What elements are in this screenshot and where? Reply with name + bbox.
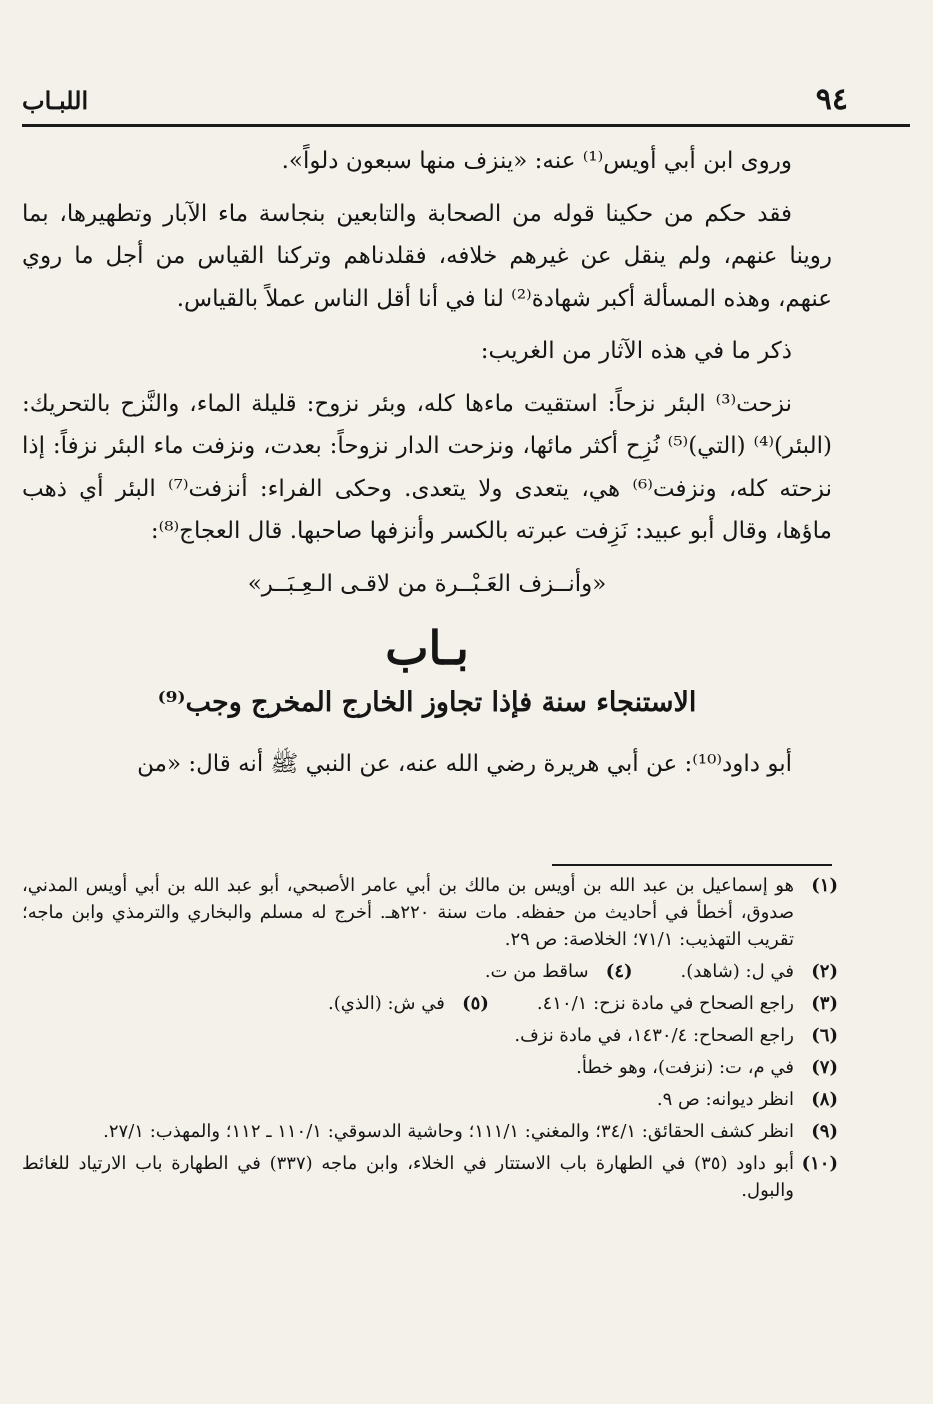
main-text [22,140,832,796]
footnote-row-2-4 [22,958,838,985]
paragraph-4: أبو داود⁽¹⁰⁾: عن أبي هريرة رضي الله عنه، عن النبي ﷺ أنه قال: «من [137,751,792,777]
section-heading: ذكر ما في هذه الآثار من الغريب: [480,338,792,364]
header-rule [22,124,910,127]
page-number: ٩٤ [815,82,848,117]
footnote-10 [22,1150,838,1204]
running-title: اللبـاب [22,86,89,115]
footnote-text: راجع الصحاح: ١٤٣٠/٤، في مادة نزف. [514,1025,794,1046]
footnote-text: انظر كشف الحقائق: ٣٤/١؛ والمغني: ١١١/١؛ وحاشية الدسوقي: ١١٠/١ ـ ١١٢؛ والمهذب: ٢٧/١. [103,1121,794,1142]
footnote-5 [328,990,489,1017]
footnote-row-3-5 [22,990,838,1017]
footnote-text: أبو داود (٣٥) في الطهارة باب الاستتار في الخلاء، وابن ماجه (٣٣٧) في الطهارة باب الارتياد للغائط والبول. [22,1153,795,1201]
paragraph-3: نزحت⁽³⁾ البئر نزحاً: استقيت ماءها كله، وبئر نزوح: قليلة الماء، والنَّزح بالتحريك: (البئر)⁽⁴⁾ (التي)⁽⁵⁾ نُزِح أكثر مائها، ونزحت الدار نزوحاً: بعدت، ونزفت ماء البئر نزفاً: إذا نزحته كله، ونزفت⁽⁶⁾ هي، يتعدى ولا يتعدى. وحكى الفراء: أنزفت⁽⁷⁾ البئر أي ذهب ماؤها، وقال أبو عبيد: نَزِفت عبرته بالكسر وأنزفها صاحبها. قال العجاج⁽⁸⁾: [22,390,832,544]
chapter-title: الاستنجاء سنة فإذا تجاوز الخارج المخرج وجب⁽⁹⁾ [157,687,697,718]
bab-title: بـاب [385,621,469,675]
verse-quote: «وأنــزف العَـبْــرة من لاقـى الـعِـبَــر» [247,570,607,597]
footnote-text: هو إسماعيل بن عبد الله بن أويس بن مالك بن أبي عامر الأصبحي، أبو عبد الله بن أبي أويس المدني، صدوق، أخطأ في أحاديث من حفظه. مات سنة ٢٢٠هـ. أخرج له مسلم والبخاري والترمذي وابن ماجه؛ تقريب التهذيب: ٧١/١؛ الخلاصة: ص ٢٩. [22,875,794,950]
footnote-7 [22,1054,838,1081]
footnote-4 [485,958,633,985]
footnote-text: في ل: (شاهد). [680,961,794,982]
footnote-3 [537,990,838,1017]
footnote-number: (٨) [811,1089,838,1110]
footnote-text: ساقط من ت. [484,961,589,982]
footnote-number: (٧) [811,1057,838,1078]
page-header [22,82,910,120]
footnote-text: في م، ت: (نزفت)، وهو خطأ. [576,1057,794,1078]
footnote-text: راجع الصحاح في مادة نزح: ٤١٠/١. [536,993,794,1014]
footnote-number: (٦) [811,1025,838,1046]
footnote-number: (١) [811,875,838,896]
footnote-number: (٢) [811,961,838,982]
footnote-6 [22,1022,838,1049]
footnote-text: انظر ديوانه: ص ٩. [656,1089,794,1110]
footnote-number: (٩) [811,1121,838,1142]
footnote-number: (١٠) [801,1153,838,1174]
footnote-number: (٥) [462,993,489,1014]
footnote-text: في ش: (الذي). [327,993,445,1014]
footnote-8 [22,1086,838,1113]
footnote-9 [22,1118,838,1145]
footnote-2 [681,958,838,985]
footnote-rule [552,864,832,866]
paragraph-2: فقد حكم من حكينا قوله من الصحابة والتابعين بنجاسة ماء الآبار وتطهيرها، بما روينا عنهم، ولم ينقل عن غيرهم خلافه، فقلدناهم وتركنا القياس من أجل ما روي عنهم، وهذه المسألة أكبر شهادة⁽²⁾ لنا في أنا أقل الناس عملاً بالقياس. [22,200,832,312]
footnote-1 [22,872,838,953]
footnote-number: (٣) [811,993,838,1014]
footnotes [22,872,838,1209]
paragraph-1: وروى ابن أبي أويس⁽¹⁾ عنه: «ينزف منها سبعون دلواً». [281,148,792,174]
footnote-number: (٤) [605,961,633,982]
